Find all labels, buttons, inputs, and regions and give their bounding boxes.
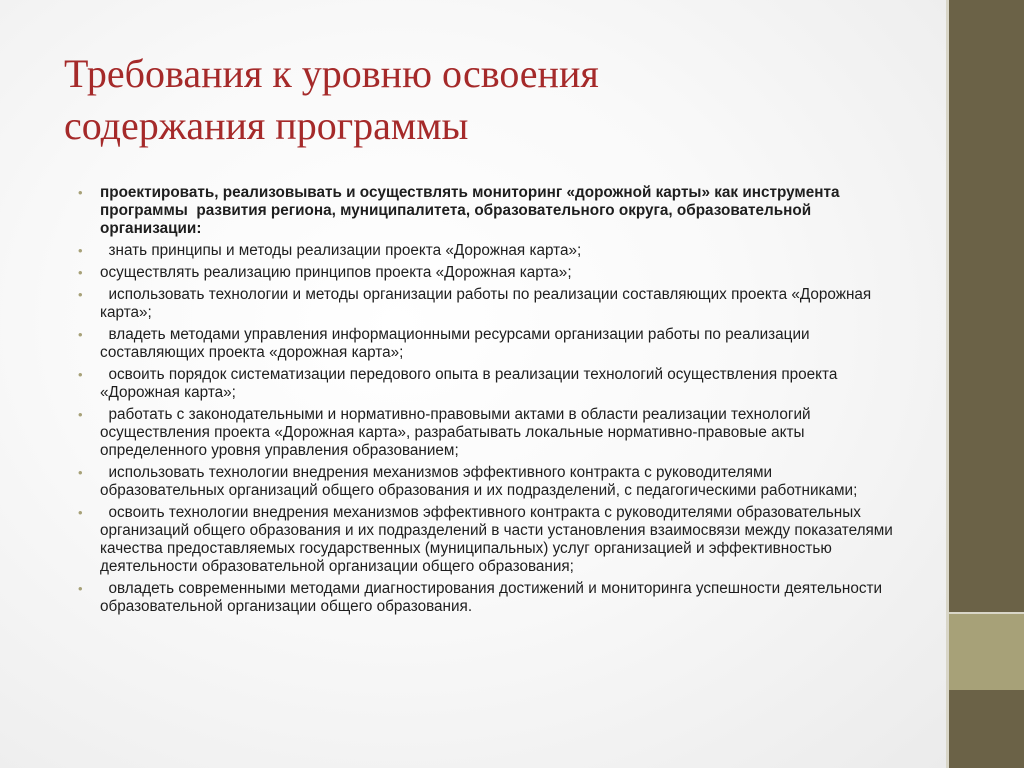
bullet-text: работать с законодательными и нормативно-правовыми актами в области реализации технологий осуществления проекта «Дорожная карта», разрабатывать локальные нормативно-правовые акты определенного уровня управления образованием; — [100, 406, 815, 459]
bullet-text: знать принципы и методы реализации проекта «Дорожная карта»; — [100, 242, 582, 259]
bullet-item-systematize-experience — [78, 366, 900, 402]
bullet-text: осуществлять реализацию принципов проекта «Дорожная карта»; — [100, 264, 572, 281]
requirements-bullet-list — [78, 184, 900, 620]
bullet-item-design-roadmap — [78, 184, 900, 238]
bullet-item-implement-principles — [78, 264, 900, 282]
bullet-item-manage-information-resources — [78, 326, 900, 362]
bullet-dot-icon: • — [78, 265, 83, 280]
bullet-text: использовать технологии и методы организации работы по реализации составляющих проекта «Дорожная карта»; — [100, 286, 876, 321]
bullet-text: владеть методами управления информационными ресурсами организации работы по реализации составляющих проекта «дорожная карта»; — [100, 326, 814, 361]
bullet-dot-icon: • — [78, 407, 83, 422]
bullet-text: овладеть современными методами диагностирования достижений и мониторинга успешности деятельности образовательной организации общего образования. — [100, 580, 887, 615]
slide-title-line-2: содержания программы — [64, 103, 469, 148]
bullet-item-know-principles — [78, 242, 900, 260]
bullet-dot-icon: • — [78, 505, 83, 520]
bullet-item-effective-contract-managers — [78, 504, 900, 576]
bullet-item-diagnostics-monitoring — [78, 580, 900, 616]
bullet-dot-icon: • — [78, 287, 83, 302]
bullet-dot-icon: • — [78, 327, 83, 342]
bullet-text: освоить технологии внедрения механизмов эффективного контракта с руководителями образовательных организаций общего образования и их подразделений в части установления взаимосвязи между показателями качества предоставляемых государственных (муниципальных) услуг организацией и эффективностью деятельности образовательной организации общего образования; — [100, 504, 898, 575]
bullet-item-legislative-acts — [78, 406, 900, 460]
bullet-text: проектировать, реализовывать и осуществлять мониторинг «дорожной карты» как инструмента программы развития региона, муниципалитета, образовательного округа, образовательной организации: — [100, 184, 844, 237]
bullet-text: освоить порядок систематизации передового опыта в реализации технологий осуществления проекта «Дорожная карта»; — [100, 366, 842, 401]
bullet-dot-icon: • — [78, 185, 83, 200]
bullet-text: использовать технологии внедрения механизмов эффективного контракта с руководителями образовательных организаций общего образования и их подразделений, с педагогическими работниками; — [100, 464, 858, 499]
slide-title-line-1: Требования к уровню освоения — [64, 51, 599, 96]
bullet-dot-icon: • — [78, 367, 83, 382]
bullet-dot-icon: • — [78, 581, 83, 596]
side-panel-accent-block — [949, 614, 1024, 690]
bullet-item-effective-contract — [78, 464, 900, 500]
bullet-item-use-technologies — [78, 286, 900, 322]
slide-title — [64, 48, 924, 152]
bullet-dot-icon: • — [78, 465, 83, 480]
bullet-dot-icon: • — [78, 243, 83, 258]
